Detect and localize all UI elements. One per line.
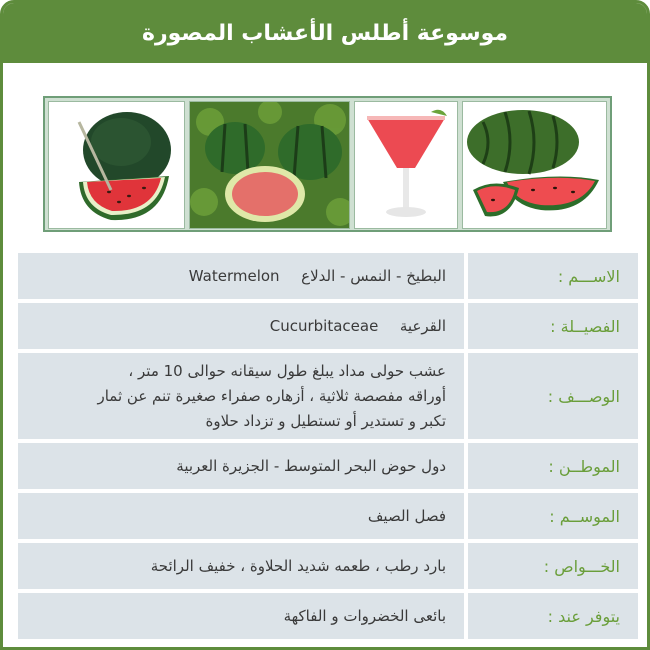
header-bar — [3, 3, 647, 63]
availability-text: بائعى الخضروات و الفاكهة — [283, 606, 446, 625]
label-properties: الخـــواص : — [468, 543, 638, 589]
row-name — [18, 253, 638, 299]
watermelon-photo-2 — [354, 101, 457, 229]
watermelon-drink-glass-icon — [355, 102, 457, 228]
value-availability — [18, 593, 464, 639]
watermelons-in-field-icon — [190, 102, 350, 228]
value-family-en: Cucurbitaceae — [269, 316, 379, 335]
value-family — [18, 303, 464, 349]
row-season — [18, 493, 638, 539]
season-text: فصل الصيف — [367, 506, 446, 525]
row-habitat — [18, 443, 638, 489]
row-properties — [18, 543, 638, 589]
description-line-2: أوراقه مفصصة ثلاثية ، أزهاره صفراء صغيرة تنم عن ثمار — [97, 386, 446, 405]
value-description — [18, 353, 464, 439]
row-description — [18, 353, 638, 439]
description-line-3: تكبر و تستدير أو تستطيل و تزداد حلاوة — [205, 411, 446, 430]
watermelon-photo-1 — [462, 101, 607, 229]
photo-strip — [43, 96, 612, 232]
label-habitat: الموطــن : — [468, 443, 638, 489]
value-season — [18, 493, 464, 539]
value-family-ar: القرعية — [399, 316, 446, 335]
properties-text: بارد رطب ، طعمه شديد الحلاوة ، خفيف الرائحة — [150, 556, 446, 575]
row-availability — [18, 593, 638, 639]
watermelon-with-slices-icon — [463, 102, 607, 228]
watermelon-photo-3 — [189, 101, 350, 229]
label-name: الاســـم : — [468, 253, 638, 299]
value-name-en: Watermelon — [188, 266, 280, 285]
label-availability: يتوفر عند : — [468, 593, 638, 639]
row-family — [18, 303, 638, 349]
value-name — [18, 253, 464, 299]
label-description: الوصـــف : — [468, 353, 638, 439]
label-family: الفصيــلة : — [468, 303, 638, 349]
value-name-ar: البطيخ - النمس - الدلاع — [301, 266, 446, 285]
value-habitat — [18, 443, 464, 489]
value-properties — [18, 543, 464, 589]
label-season: الموســم : — [468, 493, 638, 539]
watermelon-slice-with-fork-icon — [49, 102, 185, 228]
page-title: موسوعة أطلس الأعشاب المصورة — [141, 20, 509, 46]
description-line-1: عشب حولى مداد يبلغ طول سيقانه حوالى 10 متر ، — [128, 361, 446, 380]
habitat-text: دول حوض البحر المتوسط - الجزيرة العربية — [176, 456, 446, 475]
watermelon-photo-4 — [48, 101, 185, 229]
